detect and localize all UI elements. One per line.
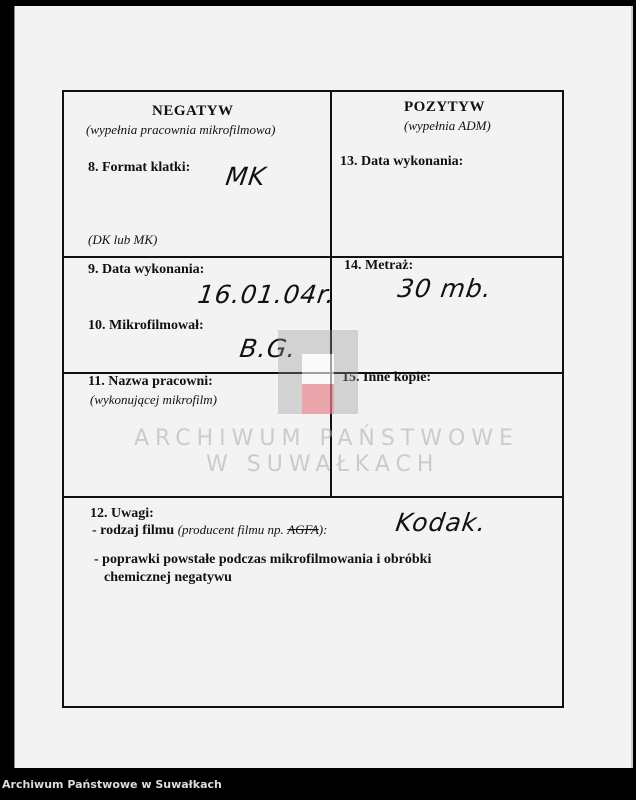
form-divider-row1	[64, 256, 562, 258]
lab-label: 11. Nazwa pracowni:	[88, 374, 213, 389]
metraz-label: 14. Metraż:	[344, 258, 414, 273]
film-type-value: Kodak.	[393, 508, 489, 537]
format-label: 8. Format klatki:	[88, 160, 191, 175]
corrections-line2: chemicznej negatywu	[104, 570, 232, 585]
film-type-hint-prefix: (producent filmu np.	[177, 522, 284, 537]
film-type-line	[92, 522, 327, 539]
corrections-line1: - poprawki powstałe podczas mikrofilmowania i obróbki	[94, 552, 432, 567]
pozytyw-title: POZYTYW	[404, 99, 486, 115]
lab-hint: (wykonującej mikrofilm)	[90, 392, 217, 407]
archive-footer: Archiwum Państwowe w Suwałkach	[2, 778, 222, 791]
film-type-hint-suffix: ):	[318, 522, 328, 537]
format-value: MK	[223, 162, 269, 191]
negatyw-date-value: 16.01.04r.	[195, 280, 338, 309]
archive-logo-watermark	[278, 330, 358, 414]
negatyw-date-label: 9. Data wykonania:	[88, 262, 205, 277]
negatyw-subtitle: (wypełnia pracownia mikrofilmowa)	[86, 122, 276, 137]
watermark-line2: W SUWAŁKACH	[206, 452, 440, 477]
negatyw-title: NEGATYW	[152, 103, 234, 119]
watermark-line1: ARCHIWUM PAŃSTWOWE	[134, 426, 519, 451]
filmed-by-value: B.G.	[237, 334, 299, 363]
metraz-value: 30 mb.	[395, 274, 494, 303]
pozytyw-subtitle: (wypełnia ADM)	[404, 118, 491, 133]
pozytyw-date-label: 13. Data wykonania:	[340, 154, 464, 169]
copies-label: 15. Inne kopie:	[342, 370, 432, 385]
filmed-by-label: 10. Mikrofilmował:	[88, 318, 204, 333]
film-type-hint-example: AGFA	[287, 522, 319, 537]
format-hint: (DK lub MK)	[88, 232, 158, 247]
uwagi-label: 12. Uwagi:	[90, 506, 154, 521]
film-type-label: - rodzaj filmu	[92, 523, 175, 538]
form-divider-row3	[64, 496, 562, 498]
